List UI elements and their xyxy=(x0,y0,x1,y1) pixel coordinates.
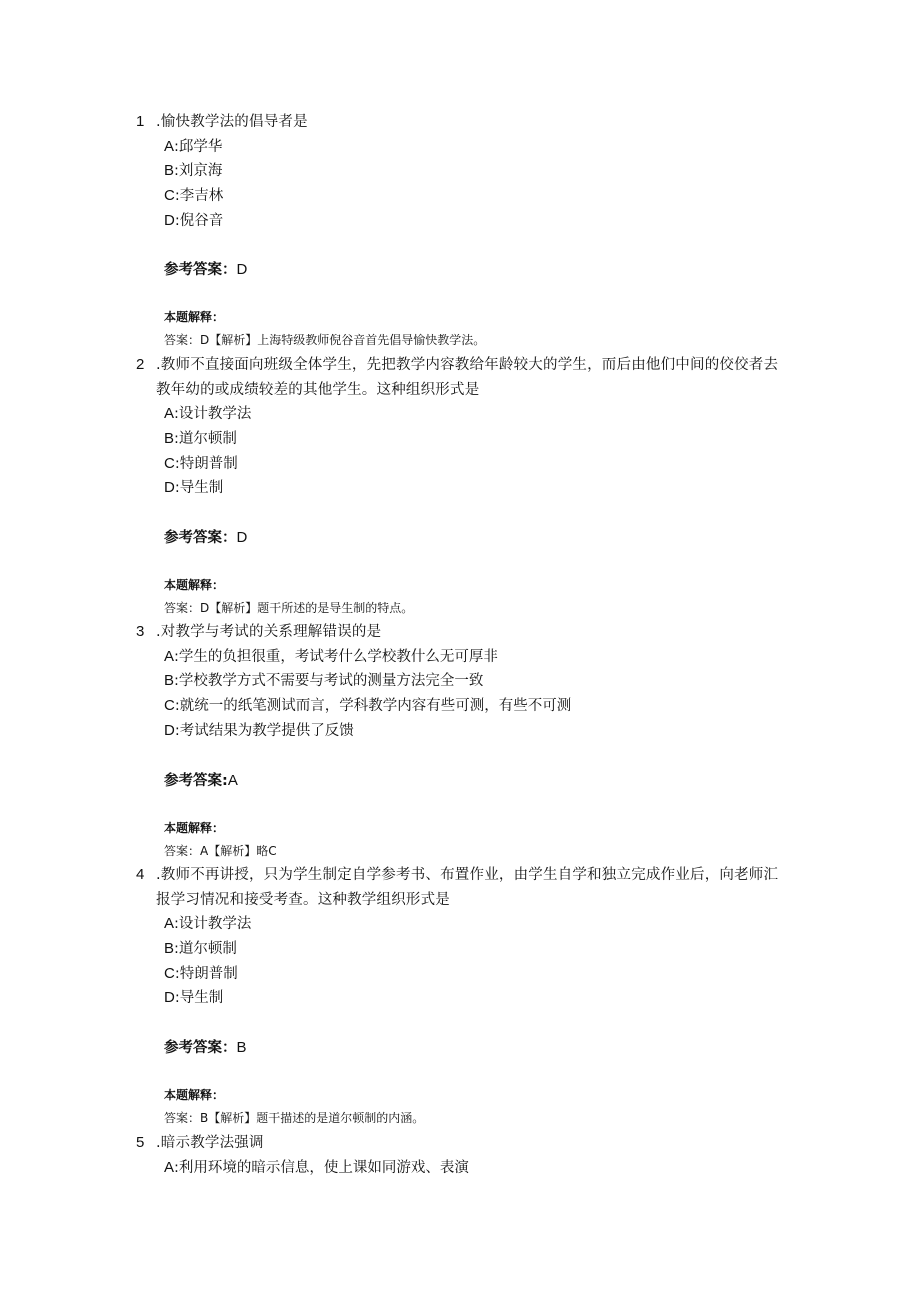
reference-answer xyxy=(164,258,247,279)
option-letter: A xyxy=(164,915,175,932)
question-number: 4 xyxy=(136,866,145,883)
option-c xyxy=(0,452,920,477)
option-text: :设计教学法 xyxy=(174,406,252,422)
option-list xyxy=(0,1156,920,1181)
answer-label: 参考答案: xyxy=(164,773,228,789)
question-5 xyxy=(0,1131,920,1180)
explanation-text: 答案：A【解析】略C xyxy=(164,844,277,858)
option-d xyxy=(0,476,920,501)
option-text: :特朗普制 xyxy=(174,455,238,472)
question-stem xyxy=(0,110,920,135)
explanation-title: 本题解释： xyxy=(164,1088,225,1102)
option-text: :特朗普制 xyxy=(174,965,238,982)
option-text: :道尔顿制 xyxy=(174,430,237,447)
option-d xyxy=(0,986,920,1011)
answer-value: A xyxy=(227,772,238,789)
question-stem xyxy=(0,1131,920,1156)
question-stem xyxy=(0,863,920,912)
question-3 xyxy=(0,620,920,744)
option-letter: A xyxy=(164,405,175,422)
option-letter: B xyxy=(164,162,175,180)
explanation-title: 本题解释： xyxy=(164,821,225,835)
option-text: :学校教学方式不需要与考试的测量方法完全一致 xyxy=(174,673,484,690)
option-text: :倪谷音 xyxy=(174,212,224,229)
option-a xyxy=(0,645,920,670)
option-c xyxy=(0,694,920,719)
question-number: 5 xyxy=(136,1134,145,1151)
answer-label: 参考答案： xyxy=(164,530,237,546)
option-d xyxy=(0,209,920,234)
explanation-text: 答案：B【解析】题干描述的是道尔顿制的内涵。 xyxy=(164,1111,425,1125)
option-b xyxy=(0,669,920,694)
answer-value: B xyxy=(236,1039,247,1056)
question-number: 3 xyxy=(136,623,145,640)
answer-value: D xyxy=(236,529,248,546)
option-text: :考试结果为教学提供了反馈 xyxy=(174,722,354,739)
option-letter: C xyxy=(164,454,175,472)
option-c xyxy=(0,962,920,987)
option-letter: D xyxy=(164,479,175,497)
option-text: :设计教学法 xyxy=(174,916,252,932)
option-list xyxy=(0,402,920,501)
option-b xyxy=(0,427,920,452)
question-number: 1 xyxy=(136,113,145,130)
option-b xyxy=(0,159,920,184)
option-a xyxy=(0,1156,920,1181)
explanation-text: 答案：D【解析】上海特级教师倪谷音首先倡导愉快教学法。 xyxy=(164,333,486,347)
option-letter: A xyxy=(164,647,175,665)
option-d xyxy=(0,719,920,744)
option-c xyxy=(0,184,920,209)
option-list xyxy=(0,645,920,744)
reference-answer xyxy=(164,769,238,790)
option-text: :学生的负担很重，考试考什么学校教什么无可厚非 xyxy=(174,648,498,665)
question-text: .教师不直接面向班级全体学生，先把教学内容教给年龄较大的学生，而后由他们中间的佼佼者去教年幼的或成绩较差的其他学生。这种组织形式是 xyxy=(156,357,779,398)
question-4 xyxy=(0,863,920,1011)
option-text: :就统一的纸笔测试而言，学科教学内容有些可测，有些不可测 xyxy=(174,698,572,715)
question-text: .愉快教学法的倡导者是 xyxy=(156,114,308,130)
option-letter: D xyxy=(164,989,175,1007)
option-text: :刘京海 xyxy=(174,163,223,180)
option-list xyxy=(0,912,920,1011)
option-letter: C xyxy=(164,187,175,205)
option-letter: A xyxy=(164,1158,175,1176)
option-a xyxy=(0,135,920,160)
option-b xyxy=(0,937,920,962)
explanation-title: 本题解释： xyxy=(164,310,225,324)
option-letter: A xyxy=(164,137,175,155)
answer-value: D xyxy=(236,261,248,278)
option-letter: B xyxy=(164,939,175,957)
option-text: :李吉林 xyxy=(174,188,224,205)
option-text: :导生制 xyxy=(174,480,224,497)
option-text: :邱学华 xyxy=(174,138,223,155)
answer-label: 参考答案： xyxy=(164,262,237,278)
option-letter: B xyxy=(164,672,175,690)
option-letter: D xyxy=(164,721,175,739)
question-2 xyxy=(0,353,920,501)
answer-label: 参考答案： xyxy=(164,1040,237,1056)
option-text: :道尔顿制 xyxy=(174,940,237,957)
question-text: .教师不再讲授，只为学生制定自学参考书、布置作业，由学生自学和独立完成作业后，向老师汇报学习情况和接受考查。这种教学组织形式是 xyxy=(156,867,779,908)
option-letter: D xyxy=(164,211,175,229)
option-a xyxy=(0,402,920,427)
reference-answer xyxy=(164,526,247,547)
question-stem xyxy=(0,353,920,402)
question-1 xyxy=(0,110,920,234)
reference-answer xyxy=(164,1036,247,1057)
option-a xyxy=(0,912,920,937)
option-letter: B xyxy=(164,429,175,447)
option-text: :导生制 xyxy=(174,990,224,1007)
option-letter: C xyxy=(164,964,175,982)
explanation-title: 本题解释： xyxy=(164,578,225,592)
question-text: .对教学与考试的关系理解错误的是 xyxy=(156,624,382,640)
question-text: .暗示教学法强调 xyxy=(156,1135,264,1151)
question-stem xyxy=(0,620,920,645)
option-letter: C xyxy=(164,697,175,715)
explanation-text: 答案：D【解析】题干所述的是导生制的特点。 xyxy=(164,601,414,615)
option-list xyxy=(0,135,920,234)
option-text: :利用环境的暗示信息，使上课如同游戏、表演 xyxy=(174,1159,469,1176)
question-number: 2 xyxy=(136,356,145,373)
